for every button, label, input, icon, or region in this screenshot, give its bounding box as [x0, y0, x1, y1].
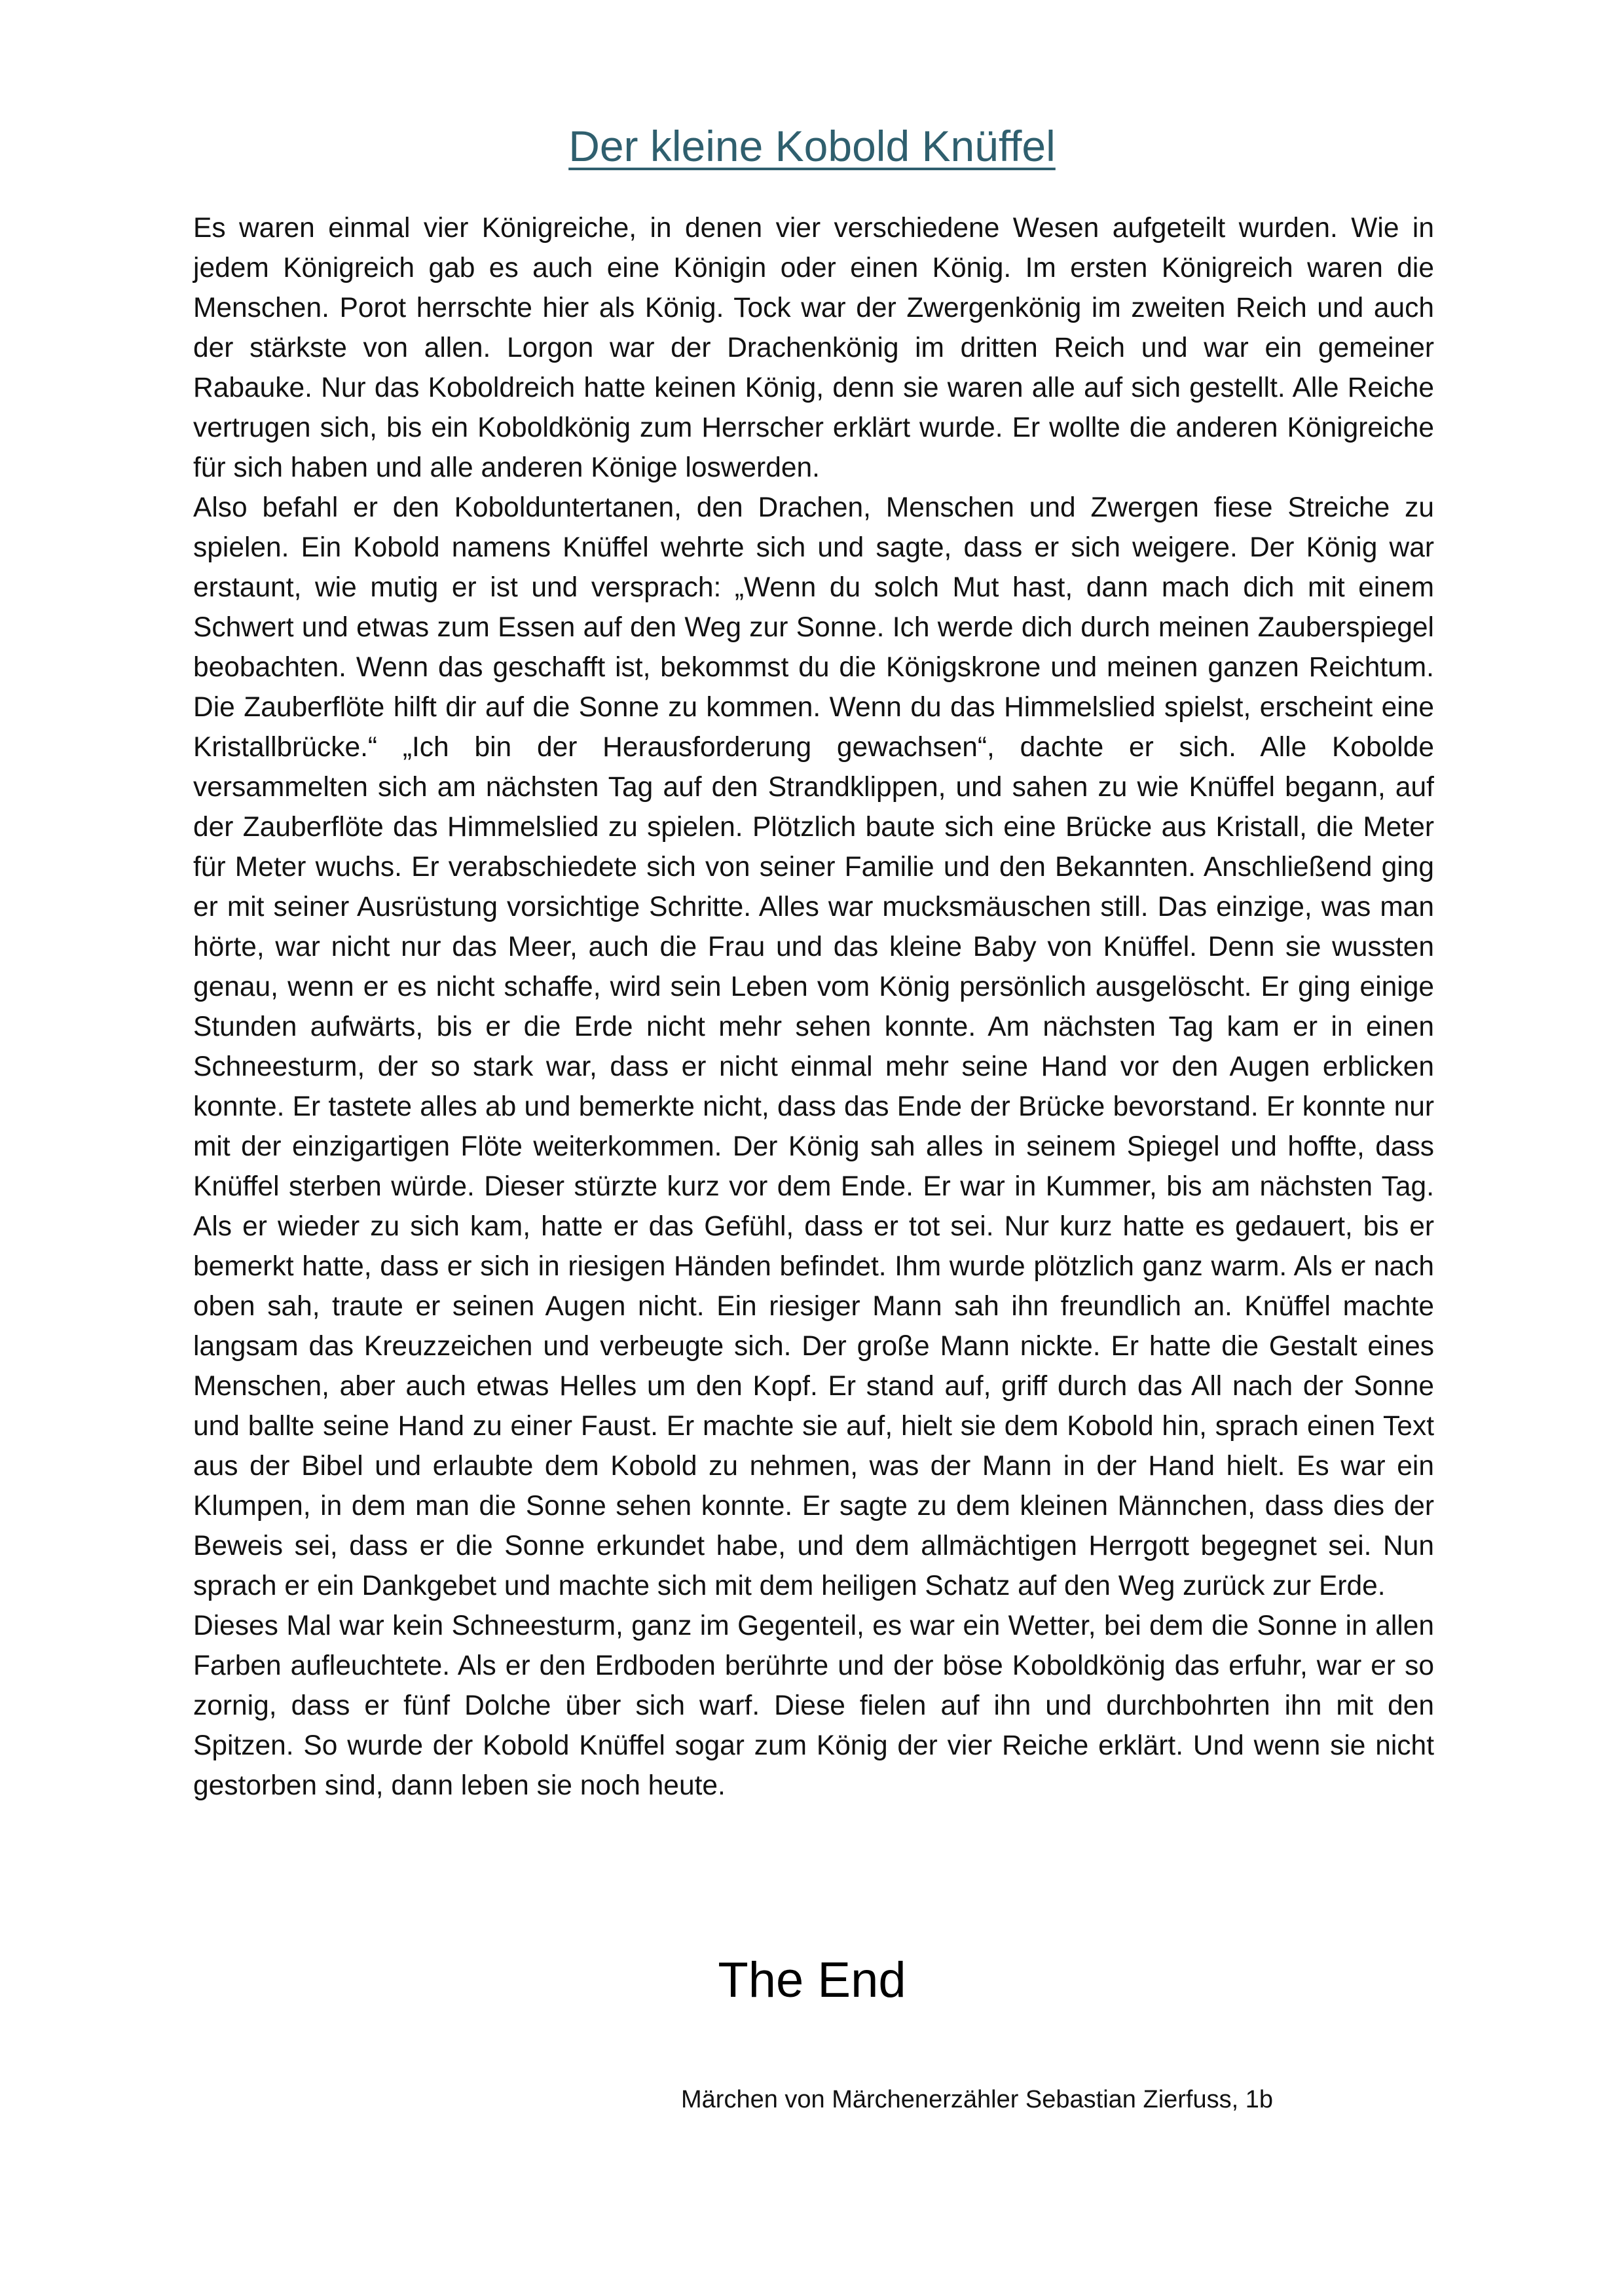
author-line: Märchen von Märchenerzähler Sebastian Zierfuss, 1b: [681, 2086, 1274, 2113]
story-body: [193, 208, 1434, 1806]
document-title-text: Der kleine Kobold Knüffel: [568, 122, 1056, 170]
ending-heading: The End: [718, 1952, 906, 2008]
story-paragraph-2: Also befahl er den Kobolduntertanen, den Drachen, Menschen und Zwergen fiese Streiche zu spielen. Ein Kobold namens Knüffel wehrte sich und sagte, dass er sich weigere. Der König war erstaunt, wie mutig er ist und versprach: „Wenn du solch Mut hast, dann mach dich mit einem Schwert und etwas zum Essen auf den Weg zur Sonne. Ich werde dich durch meinen Zauberspiegel beobachten. Wenn das geschafft ist, bekommst du die Königskrone und meinen ganzen Reichtum. Die Zauberflöte hilft dir auf die Sonne zu kommen. Wenn du das Himmelslied spielst, erscheint eine Kristallbrücke.“ „Ich bin der Herausforderung gewachsen“, dachte er sich. Alle Kobolde versammelten sich am nächsten Tag auf den Strandklippen, und sahen zu wie Knüffel begann, auf der Zauberflöte das Himmelslied zu spielen. Plötzlich baute sich eine Brücke aus Kristall, die Meter für Meter wuchs. Er verabschiedete sich von seiner Familie und den Bekannten. Anschließend ging er mit seiner Ausrüstung vorsichtige Schritte. Alles war mucksmäuschen still. Das einzige, was man hörte, war nicht nur das Meer, auch die Frau und das kleine Baby von Knüffel. Denn sie wussten genau, wenn er es nicht schaffe, wird sein Leben vom König persönlich ausgelöscht. Er ging einige Stunden aufwärts, bis er die Erde nicht mehr sehen konnte. Am nächsten Tag kam er in einen Schneesturm, der so stark war, dass er nicht einmal mehr seine Hand vor den Augen erblicken konnte. Er tastete alles ab und bemerkte nicht, dass das Ende der Brücke bevorstand. Er konnte nur mit der einzigartigen Flöte weiterkommen. Der König sah alles in seinem Spiegel und hoffte, dass Knüffel sterben würde. Dieser stürzte kurz vor dem Ende. Er war in Kummer, bis am nächsten Tag. Als er wieder zu sich kam, hatte er das Gefühl, dass er tot sei. Nur kurz hatte es gedauert, bis er bemerkt hatte, dass er sich in riesigen Händen befindet. Ihm wurde plötzlich ganz warm. Als er nach oben sah, traute er seinen Augen nicht. Ein riesiger Mann sah ihn freundlich an. Knüffel machte langsam das Kreuzzeichen und verbeugte sich. Der große Mann nickte. Er hatte die Gestalt eines Menschen, aber auch etwas Helles um den Kopf. Er stand auf, griff durch das All nach der Sonne und ballte seine Hand zu einer Faust. Er machte sie auf, hielt sie dem Kobold hin, sprach einen Text aus der Bibel und erlaubte dem Kobold zu nehmen, was der Mann in der Hand hielt. Es war ein Klumpen, in dem man die Sonne sehen konnte. Er sagte zu dem kleinen Männchen, dass dies der Beweis sei, dass er die Sonne erkundet habe, und dem allmächtigen Herrgott begegnet sei. Nun sprach er ein Dankgebet und machte sich mit dem heiligen Schatz auf den Weg zurück zur Erde.: [193, 492, 1434, 1601]
story-paragraph-1: Es waren einmal vier Königreiche, in denen vier verschiedene Wesen aufgeteilt wurden. Wie in jedem Königreich gab es auch eine Königin oder einen König. Im ersten Königreich waren die Menschen. Porot herrschte hier als König. Tock war der Zwergenkönig im zweiten Reich und auch der stärkste von allen. Lorgon war der Drachenkönig im dritten Reich und war ein gemeiner Rabauke. Nur das Koboldreich hatte keinen König, denn sie waren alle auf sich gestellt. Alle Reiche vertrugen sich, bis ein Koboldkönig zum Herrscher erklärt wurde. Er wollte die anderen Königreiche für sich haben und alle anderen Könige loswerden.: [193, 213, 1434, 483]
document-title: [0, 117, 1624, 175]
story-paragraph-3: Dieses Mal war kein Schneesturm, ganz im Gegenteil, es war ein Wetter, bei dem die Sonne in allen Farben aufleuchtete. Als er den Erdboden berührte und der böse Koboldkönig das erfuhr, war er so zornig, dass er fünf Dolche über sich warf. Diese fielen auf ihn und durchbohrten ihn mit den Spitzen. So wurde der Kobold Knüffel sogar zum König der vier Reiche erklärt. Und wenn sie nicht gestorben sind, dann leben sie noch heute.: [193, 1611, 1434, 1801]
